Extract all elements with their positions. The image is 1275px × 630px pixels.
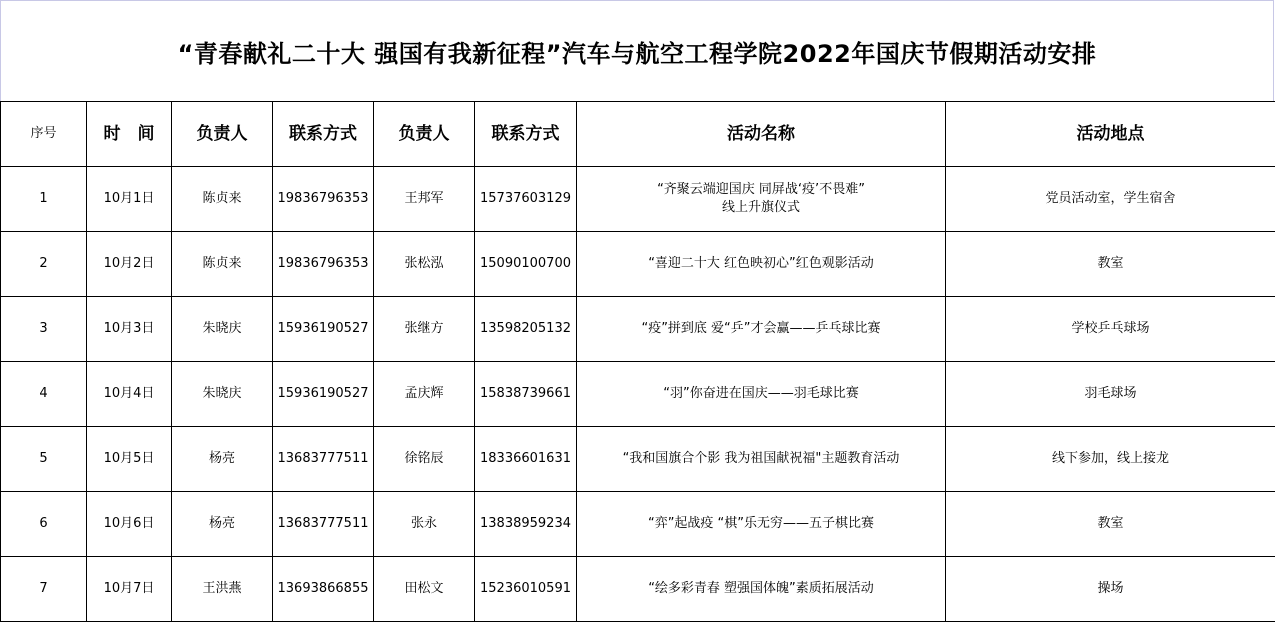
- row-date: 10月5日: [87, 427, 172, 492]
- row-leader-1: 朱晓庆: [172, 362, 273, 427]
- row-leader-2: 徐铭辰: [374, 427, 475, 492]
- row-leader-1: 陈贞来: [172, 232, 273, 297]
- row-leader-2: 王邦军: [374, 167, 475, 232]
- row-contact-2: 18336601631: [475, 427, 577, 492]
- row-contact-1: 19836796353: [273, 167, 374, 232]
- header-contact-1: 联系方式: [273, 102, 374, 167]
- row-contact-2: 13838959234: [475, 492, 577, 557]
- row-leader-1: 陈贞来: [172, 167, 273, 232]
- row-seq: 3: [1, 297, 87, 362]
- row-place: 教室: [946, 232, 1275, 297]
- row-contact-2: 13598205132: [475, 297, 577, 362]
- row-activity: “疫”拼到底 爱“乒”才会赢——乒乓球比赛: [577, 297, 946, 362]
- title-box: [0, 0, 1274, 101]
- row-leader-2: 张永: [374, 492, 475, 557]
- row-leader-2: 张继方: [374, 297, 475, 362]
- row-leader-1: 朱晓庆: [172, 297, 273, 362]
- header-leader-1: 负责人: [172, 102, 273, 167]
- row-date: 10月2日: [87, 232, 172, 297]
- table-row: [1, 167, 1275, 232]
- table-row: [1, 232, 1275, 297]
- activity-line-1: “齐聚云端迎国庆 同屏战‘疫’不畏难”: [657, 182, 865, 197]
- table-header-row: [1, 102, 1275, 167]
- row-place: 教室: [946, 492, 1275, 557]
- row-seq: 1: [1, 167, 87, 232]
- row-seq: 4: [1, 362, 87, 427]
- row-leader-1: 杨亮: [172, 492, 273, 557]
- row-place: 党员活动室，学生宿舍: [946, 167, 1275, 232]
- row-contact-2: 15737603129: [475, 167, 577, 232]
- row-activity: “喜迎二十大 红色映初心”红色观影活动: [577, 232, 946, 297]
- table-row: [1, 427, 1275, 492]
- row-seq: 6: [1, 492, 87, 557]
- row-seq: 7: [1, 557, 87, 622]
- row-contact-1: 19836796353: [273, 232, 374, 297]
- table-row: [1, 557, 1275, 622]
- row-contact-1: 15936190527: [273, 297, 374, 362]
- row-activity: “绘多彩青春 塑强国体魄”素质拓展活动: [577, 557, 946, 622]
- header-time: 时 间: [87, 102, 172, 167]
- row-place: 学校乒乓球场: [946, 297, 1275, 362]
- row-date: 10月4日: [87, 362, 172, 427]
- row-place: 操场: [946, 557, 1275, 622]
- header-leader-2: 负责人: [374, 102, 475, 167]
- row-contact-1: 13693866855: [273, 557, 374, 622]
- row-activity: [577, 167, 946, 232]
- row-date: 10月7日: [87, 557, 172, 622]
- row-date: 10月3日: [87, 297, 172, 362]
- row-activity: “羽”你奋进在国庆——羽毛球比赛: [577, 362, 946, 427]
- row-contact-1: 13683777511: [273, 427, 374, 492]
- row-contact-2: 15838739661: [475, 362, 577, 427]
- header-seq: 序号: [1, 102, 87, 167]
- row-seq: 5: [1, 427, 87, 492]
- table-row: [1, 362, 1275, 427]
- row-date: 10月1日: [87, 167, 172, 232]
- row-activity: “弈”起战疫 “棋”乐无穷——五子棋比赛: [577, 492, 946, 557]
- header-contact-2: 联系方式: [475, 102, 577, 167]
- row-contact-2: 15090100700: [475, 232, 577, 297]
- row-activity: “我和国旗合个影 我为祖国献祝福"主题教育活动: [577, 427, 946, 492]
- row-contact-1: 13683777511: [273, 492, 374, 557]
- row-leader-2: 孟庆辉: [374, 362, 475, 427]
- header-place: 活动地点: [946, 102, 1275, 167]
- row-place: 羽毛球场: [946, 362, 1275, 427]
- row-leader-2: 张松泓: [374, 232, 475, 297]
- row-leader-2: 田松文: [374, 557, 475, 622]
- table-row: [1, 492, 1275, 557]
- header-activity: 活动名称: [577, 102, 946, 167]
- row-contact-2: 15236010591: [475, 557, 577, 622]
- schedule-table: [0, 101, 1275, 622]
- row-date: 10月6日: [87, 492, 172, 557]
- row-contact-1: 15936190527: [273, 362, 374, 427]
- row-leader-1: 杨亮: [172, 427, 273, 492]
- activity-line-2: 线上升旗仪式: [721, 200, 800, 215]
- row-leader-1: 王洪燕: [172, 557, 273, 622]
- row-seq: 2: [1, 232, 87, 297]
- table-row: [1, 297, 1275, 362]
- row-place: 线下参加，线上接龙: [946, 427, 1275, 492]
- page-title: “青春献礼二十大 强国有我新征程”汽车与航空工程学院2022年国庆节假期活动安排: [177, 39, 1097, 68]
